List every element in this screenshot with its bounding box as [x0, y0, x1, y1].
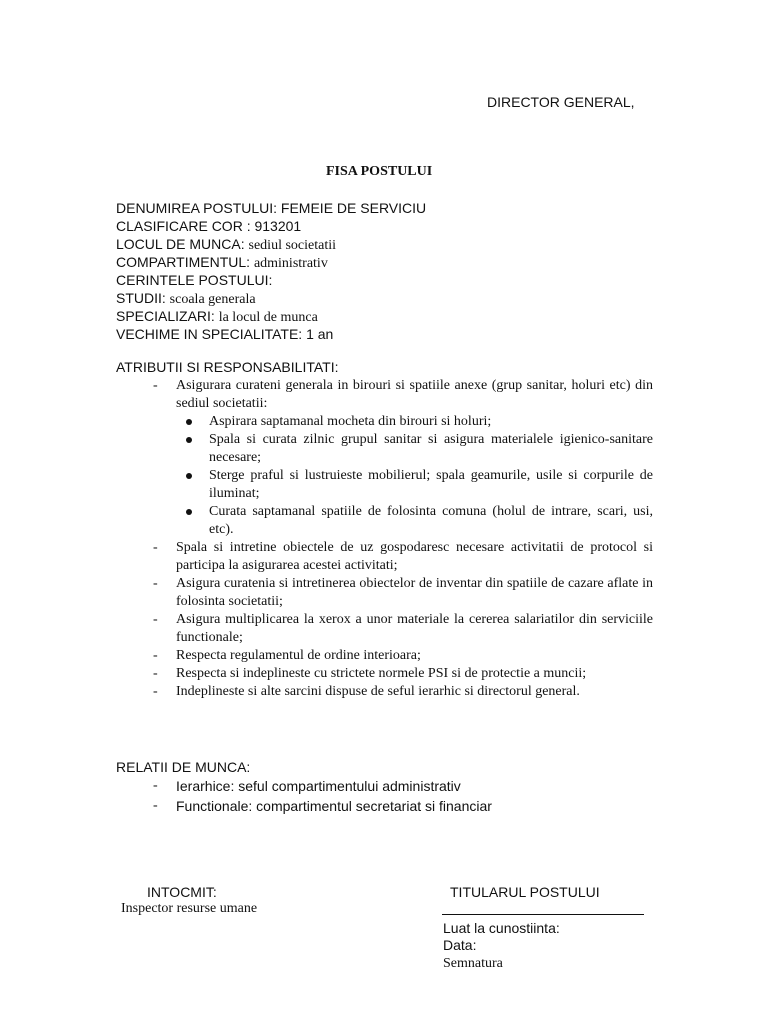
duties-list	[153, 377, 653, 701]
list-item	[176, 503, 653, 539]
field-row	[116, 289, 426, 307]
field-row	[116, 253, 426, 271]
list-item	[153, 683, 653, 701]
dash-marker: -	[153, 648, 158, 663]
job-fields	[116, 199, 426, 343]
field-row	[116, 199, 426, 217]
field-row	[116, 217, 426, 235]
field-value: sediul societatii	[248, 238, 336, 253]
prepared-by-label: INTOCMIT:	[147, 884, 217, 900]
field-label: CERINTELE POSTULUI:	[116, 272, 273, 288]
sub-duty-text: Curata saptamanal spatiile de folosinta comuna (holul de intrare, scari, usi, etc).	[209, 504, 653, 537]
bullet-icon	[186, 473, 192, 479]
field-row	[116, 325, 426, 343]
duty-text: Asigura multiplicarea la xerox a unor materiale la cererea salariatilor din serviciile functionale;	[176, 612, 653, 645]
list-item	[153, 575, 653, 611]
duty-text: Indeplineste si alte sarcini dispuse de seful ierarhic si directorul general.	[176, 684, 580, 699]
bullet-icon	[186, 419, 192, 425]
field-label: VECHIME IN SPECIALITATE: 1 an	[116, 326, 334, 342]
dash-marker: -	[153, 778, 158, 793]
document-title: FISA POSTULUI	[326, 164, 433, 179]
bullet-icon	[186, 509, 192, 515]
field-label: CLASIFICARE COR : 913201	[116, 218, 302, 234]
relation-value: compartimentul secretariat si financiar	[256, 798, 492, 814]
prepared-by-role: Inspector resurse umane	[121, 901, 258, 916]
field-label: STUDII:	[116, 290, 170, 306]
acknowledged-label: Luat la cunostiinta:	[443, 920, 560, 936]
sub-duties-list	[153, 413, 653, 539]
list-item	[153, 797, 653, 817]
dash-marker: -	[153, 684, 158, 699]
field-label: COMPARTIMENTUL:	[116, 254, 254, 270]
duty-text: Spala si intretine obiectele de uz gospodaresc necesare activitatii de protocol si participa la asigurarea acestei activitati;	[176, 540, 653, 573]
field-value: administrativ	[253, 256, 328, 271]
field-label: SPECIALIZARI:	[116, 308, 219, 324]
list-item	[176, 413, 653, 431]
list-item	[153, 647, 653, 665]
date-label: Data:	[443, 937, 477, 953]
field-row	[116, 307, 426, 325]
field-row	[116, 271, 426, 289]
signature-label: Semnatura	[443, 956, 503, 971]
dash-marker: -	[153, 666, 158, 681]
field-value: scoala generala	[169, 292, 256, 307]
list-item	[153, 777, 653, 797]
dash-marker: -	[153, 576, 158, 591]
job-holder-label: TITULARUL POSTULUI	[450, 884, 600, 900]
list-item	[176, 467, 653, 503]
dash-marker: -	[153, 798, 158, 813]
duties-heading: ATRIBUTII SI RESPONSABILITATI:	[116, 359, 339, 375]
list-item	[153, 611, 653, 647]
duty-text: Asigurara curateni generala in birouri si spatiile anexe (grup sanitar, holuri etc) din sediul societatii:	[176, 378, 653, 411]
duty-text: Respecta si indeplineste cu strictete normele PSI si de protectie a muncii;	[176, 666, 587, 681]
relations-list	[153, 777, 653, 817]
field-row	[116, 235, 426, 253]
dash-marker: -	[153, 612, 158, 627]
relation-label: Ierarhice:	[176, 778, 239, 794]
list-item	[153, 377, 653, 413]
sub-duty-text: Sterge praful si lustruieste mobilierul; spala geamurile, usile si corpurile de iluminat;	[209, 468, 653, 501]
list-item	[153, 539, 653, 575]
duty-text: Respecta regulamentul de ordine interioara;	[176, 648, 421, 663]
field-label: LOCUL DE MUNCA:	[116, 236, 249, 252]
sub-duty-text: Aspirara saptamanal mocheta din birouri si holuri;	[209, 414, 492, 429]
relation-label: Functionale:	[176, 798, 257, 814]
field-label: DENUMIREA POSTULUI: FEMEIE DE SERVICIU	[116, 200, 427, 216]
sub-duty-text: Spala si curata zilnic grupul sanitar si asigura materialele igienico-sanitare necesare;	[209, 432, 653, 465]
relations-heading: RELATII DE MUNCA:	[116, 759, 251, 775]
dash-marker: -	[153, 378, 158, 393]
signature-line	[442, 914, 644, 915]
dash-marker: -	[153, 540, 158, 555]
director-general-label: DIRECTOR GENERAL,	[487, 94, 635, 110]
field-value: la locul de munca	[218, 310, 318, 325]
bullet-icon	[186, 437, 192, 443]
list-item	[153, 665, 653, 683]
relation-value: seful compartimentului administrativ	[238, 778, 461, 794]
list-item	[176, 431, 653, 467]
duty-text: Asigura curatenia si intretinerea obiectelor de inventar din spatiile de cazare aflate in folosinta societatii;	[176, 576, 653, 609]
